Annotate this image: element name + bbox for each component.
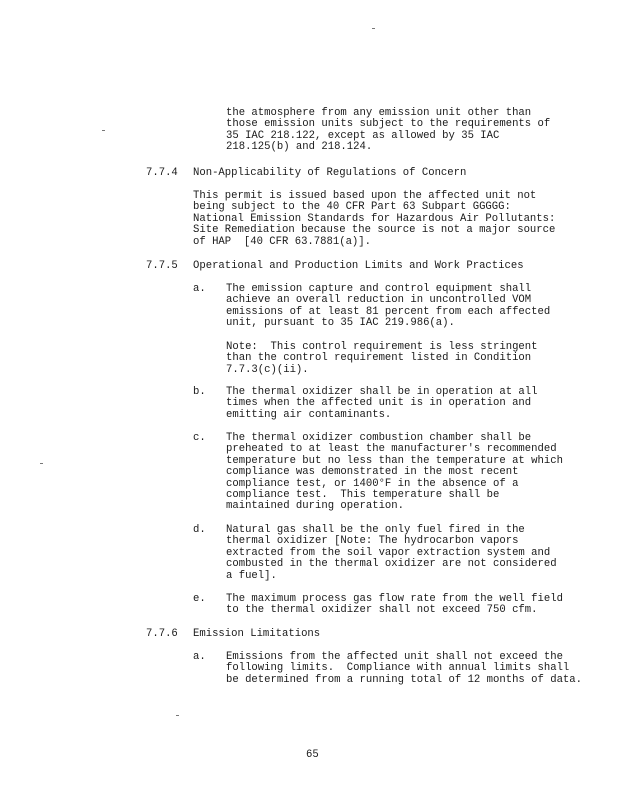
item-letter: a.	[193, 651, 206, 663]
section-7-7-5-title: Operational and Production Limits and Work Practices	[193, 260, 524, 272]
item-letter: c.	[193, 432, 206, 444]
item-text: Emissions from the affected unit shall not exceed the following limits. Compliance with annual limits shall be determined from a running total of 12 months of data.	[226, 651, 583, 686]
item-letter: b.	[193, 386, 206, 398]
item-letter: d.	[193, 524, 206, 536]
section-7-7-6-title: Emission Limitations	[193, 628, 321, 640]
page-number: 65	[306, 749, 319, 761]
continuation-paragraph: the atmosphere from any emission unit other than those emission units subject to the requirements of 35 IAC 218.122, except as allowed by 35 IAC 218.125(b) and 218.124.	[226, 107, 551, 154]
scan-speck	[40, 463, 43, 464]
section-7-7-4-title: Non-Applicability of Regulations of Concern	[193, 167, 467, 179]
item-text: The maximum process gas flow rate from the well field to the thermal oxidizer shall not exceed 750 cfm.	[226, 593, 563, 617]
scan-speck	[176, 715, 179, 716]
item-note: Note: This control requirement is less stringent than the control requirement listed in Condition 7.7.3(c)(ii).	[226, 341, 538, 376]
section-7-7-4-body: This permit is issued based upon the affected unit not being subject to the 40 CFR Part 63 Subpart GGGGG: National Emission Standards for Hazardous Air Pollutants: Site Remediation because the source is not a major source of HAP [40 CFR 63.7881(a)].	[193, 190, 556, 248]
item-letter: a.	[193, 283, 206, 295]
section-7-7-6-number: 7.7.6	[146, 628, 178, 640]
scan-speck	[102, 130, 105, 131]
scan-speck	[372, 28, 375, 29]
item-text: Natural gas shall be the only fuel fired in the thermal oxidizer [Note: The hydrocarbon vapors extracted from the soil vapor extraction system and combusted in the thermal oxidizer are not considered a fuel].	[226, 524, 557, 582]
section-7-7-4-number: 7.7.4	[146, 167, 178, 179]
item-text: The thermal oxidizer shall be in operation at all times when the affected unit is in operation and emitting air contaminants.	[226, 386, 538, 421]
item-text: The thermal oxidizer combustion chamber shall be preheated to at least the manufacturer's recommended temperature but no less than the temperature at which compliance was demonstrated in the most recent compliance test, or 1400°F in the absence of a compliance test. This temperature shall be maintained during operation.	[226, 432, 563, 513]
item-letter: e.	[193, 593, 206, 605]
section-7-7-5-number: 7.7.5	[146, 260, 178, 272]
item-text: The emission capture and control equipment shall achieve an overall reduction in uncontrolled VOM emissions of at least 81 percent from each affected unit, pursuant to 35 IAC 219.986(a).	[226, 283, 551, 330]
